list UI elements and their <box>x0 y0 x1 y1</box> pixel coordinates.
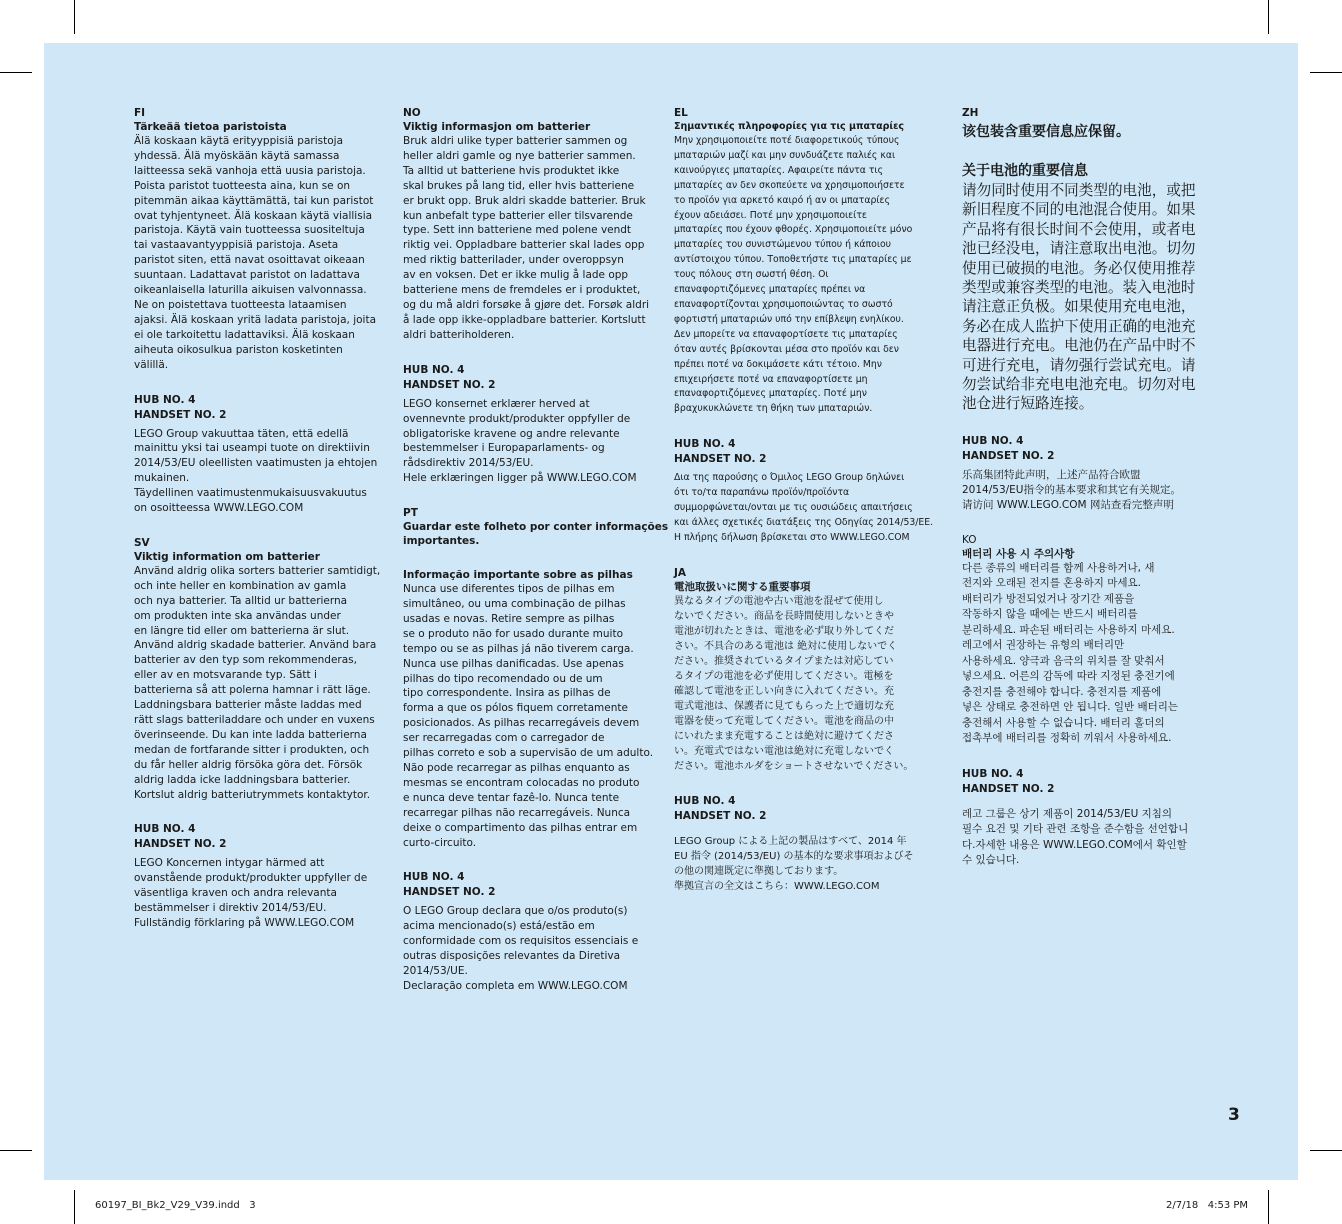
language-code-pt: PT <box>403 507 418 520</box>
handset-label-pt: HANDSET NO. 2 <box>403 886 496 899</box>
language-code-ko: KO <box>962 533 977 546</box>
declaration-text-fi: LEGO Group vakuuttaa täten, että edellä mainittu yksi tai useampi tuote on direktiivin 2014/53/EU oleellisten vaatimusten ja ehtojen mukainen. Täydellinen vaatimustenmukaisuusvakuutus on osoitteessa WWW.LEGO.COM <box>134 427 378 515</box>
language-code-el: EL <box>674 107 688 119</box>
hub-label-zh: HUB NO. 4 <box>962 434 1024 447</box>
language-code-no: NO <box>403 107 421 119</box>
language-code-sv: SV <box>134 536 150 549</box>
hub-label-sv: HUB NO. 4 <box>134 823 196 836</box>
hub-label-ko: HUB NO. 4 <box>962 767 1024 780</box>
hub-label-pt: HUB NO. 4 <box>403 871 465 884</box>
hub-label-ja: HUB NO. 4 <box>674 794 736 807</box>
battery-text-zh: 请勿同时使用不同类型的电池，或把 新旧程度不同的电池混合使用。如果 产品将有很长时间不会使用，或者电 池已经没电，请注意取出电池。切勿 使用已破损的电池。务必仅使用推荐 类型或兼容类型的电池。装入电池时 请注意正负极。如果使用充电电池， 务必在成人监护下使用正确的电池充 电器进行充电。电池仍在产品中时不 可进行充电，请勿强行尝试充电。请 勿尝试给非充电电池充电。切勿对电 池仓进行短路连接。 <box>962 182 1196 413</box>
column-2 <box>403 106 669 994</box>
battery-heading-el: Σημαντικές πληροφορίες για τις μπαταρίες <box>674 121 905 132</box>
battery-heading-ja: 電池取扱いに関する重要事項 <box>674 580 811 593</box>
battery-text-no: Bruk aldri ulike typer batterier sammen og heller aldri gamle og nye batterier sammen. Ta alltid ut batteriene hvis produktet ikke skal brukes på lang tid, eller hvis batteriene er brukt opp. Bruk aldri skadde batterier. Bruk kun anbefalt type batterier eller tilsvarende type. Sett inn batteriene med polene vendt riktig vei. Oppladbare batterier skal lades opp med riktig batterilader, under overoppsyn av en voksen. Det er ikke mulig å lade opp batteriene mens de fremdeles er i produktet, og du må aldri forsøke å gjøre det. Forsøk aldri å lade opp ikke-oppladbare batterier. Kortslutt aldri batteriholderen. <box>403 135 650 341</box>
slug-date-time: 2/7/18 4:53 PM <box>1166 1200 1249 1211</box>
language-code-zh: ZH <box>962 107 979 119</box>
battery-heading-zh: 关于电池的重要信息 <box>962 163 1088 179</box>
page-number: 3 <box>1228 1105 1240 1125</box>
leaflet-notice-zh: 该包装含重要信息应保留。 <box>962 124 1130 140</box>
handset-label-no: HANDSET NO. 2 <box>403 378 496 391</box>
column-3 <box>674 106 954 894</box>
crop-mark-left-top <box>0 72 32 73</box>
declaration-text-pt: O LEGO Group declara que o/os produto(s) acima mencionado(s) está/estão em conformidade com os requisitos essenciais e outras disposições relevantes da Diretiva 2014/53/UE. Declaração completa em WWW.LEGO.COM <box>403 905 639 992</box>
language-code-fi: FI <box>134 107 146 119</box>
crop-mark-bottom-left <box>74 1190 75 1224</box>
declaration-text-zh: 乐高集团特此声明，上述产品符合欧盟 2014/53/EU指令的基本要求和其它有关规定。 请访问 WWW.LEGO.COM 网站查看完整声明 <box>962 468 1181 511</box>
hub-label-no: HUB NO. 4 <box>403 363 465 376</box>
battery-heading-sv: Viktig information om batterier <box>134 550 320 563</box>
battery-text-fi: Älä koskaan käytä erityyppisiä paristoja yhdessä. Älä myöskään käytä samassa laitteessa sekä vanhoja että uusia paristoja. Poista paristot tuotteesta aina, kun se on pitemmän aikaa käyttämättä, tai kun paristot ovat tyhjentyneet. Älä koskaan käytä viallisia paristoja. Käytä vain tuotteessa suositeltuja tai vastaavantyyppisiä paristoja. Aseta paristot siten, että navat osoittavat oikeaan suuntaan. Ladattavat paristot on ladattava oikeanlaisella laturilla aikuisen valvonnassa. Ne on poistettava tuotteesta lataamisen ajaksi. Älä koskaan yritä ladata paristoja, joita ei ole tarkoitettu ladattaviksi. Älä koskaan aiheuta oikosulkua pariston kosketinten välillä. <box>134 135 377 371</box>
handset-label-sv: HANDSET NO. 2 <box>134 838 227 851</box>
column-4 <box>962 106 1252 869</box>
declaration-text-el: Δια της παρούσης ο Όμιλος LEGO Group δηλώνει ότι το/τα παραπάνω προϊόν/προϊόντα συμμορφώνεται/ονται με τις ουσιώδεις απαιτήσεις και άλλες σχετικές διατάξεις της Οδηγίας 2014/53/ΕΕ. Η πλήρης δήλωση βρίσκεται στο WWW.LEGO.COM <box>674 472 934 543</box>
handset-label-ko: HANDSET NO. 2 <box>962 782 1055 795</box>
battery-heading-fi: Tärkeää tietoa paristoista <box>134 121 287 133</box>
battery-text-ja: 異なるタイプの電池や古い電池を混ぜて使用し ないでください。商品を長時間使用しないときや 電池が切れたときは、電池を必ず取り外してくだ さい。不具合のある電池は 絶対に使用しないでく ださい。推奨されているタイプまたは対応してい るタイプの電池を必ず使用してください。電極を 確認して電池を正しい向きに入れてください。充 電式電池は、保護者に見てもらった上で適切な充 電器を使って充電してください。電池を商品の中 にいれたまま充電することは絶対に避けてくださ い。充電式ではない電池は絶対に充電しないでく ださい。電池ホルダをショートさせないでください。 <box>674 595 914 772</box>
hub-label-fi: HUB NO. 4 <box>134 393 196 406</box>
column-1 <box>134 106 396 931</box>
crop-mark-top-left <box>74 0 75 34</box>
crop-mark-right-top <box>1310 72 1342 73</box>
declaration-text-no: LEGO konsernet erklærer herved at ovennevnte produkt/produkter oppfyller de obligatoriske kravene og andre relevante bestemmelser i Europaparlaments- og rådsdirektiv 2014/53/EU. Hele erklæringen ligger på WWW.LEGO.COM <box>403 397 637 485</box>
handset-label-el: HANDSET NO. 2 <box>674 453 767 466</box>
battery-text-sv: Använd aldrig olika sorters batterier samtidigt, och inte heller en kombination av gamla och nya batterier. Ta alltid ur batterierna om produkten inte ska användas under en längre tid eller om batterierna är slut. Använd aldrig skadade batterier. Använd bara batterier av den typ som rekommenderas, eller av en motsvarande typ. Sätt i batterierna så att polerna hamnar i rätt läge. Laddningsbara batterier måste laddas med rätt slags batteriladdare och under en vuxens överinseende. Du kan inte ladda batterierna medan de fortfarande sitter i produkten, och du får heller aldrig försöka göra det. Försök aldrig ladda icke laddningsbara batterier. Kortslut aldrig batteriutrymmets kontaktytor. <box>134 564 381 801</box>
crop-mark-bottom-right <box>1268 1190 1269 1224</box>
battery-heading-no: Viktig informasjon om batterier <box>403 121 591 133</box>
slug-file-name: 60197_BI_Bk2_V29_V39.indd 3 <box>95 1200 256 1211</box>
crop-mark-left-bottom <box>0 1150 32 1151</box>
handset-label-fi: HANDSET NO. 2 <box>134 408 227 421</box>
crop-mark-top-right <box>1268 0 1269 34</box>
battery-text-pt: Nunca use diferentes tipos de pilhas em simultâneo, ou uma combinação de pilhas usadas e novas. Retire sempre as pilhas se o produto não for usado durante muito tempo ou se as pilhas já não tiverem carga. Nunca use pilhas danificadas. Use apenas pilhas do tipo recomendado ou de um tipo correspondente. Insira as pilhas de forma a que os pólos fiquem corretamente posicionados. As pilhas recarregáveis devem ser recarregadas com o carregador de pilhas correto e sob a supervisão de um adulto. Não pode recarregar as pilhas enquanto as mesmas se encontram colocadas no produto e nunca deve tentar fazê-lo. Nunca tente recarregar pilhas não recarregáveis. Nunca deixe o compartimento das pilhas entrar em curto-circuito. <box>403 583 654 849</box>
declaration-text-ko: 레고 그룹은 상기 제품이 2014/53/EU 지침의 필수 요건 및 기타 관련 조항을 준수함을 선언합니 다.자세한 내용은 WWW.LEGO.COM에서 확인할 수 있습니다. <box>962 807 1189 867</box>
declaration-text-sv: LEGO Koncernen intygar härmed att ovanstående produkt/produkter uppfyller de väsentliga kraven och andra relevanta bestämmelser i direktiv 2014/53/EU. Fullständig förklaring på WWW.LEGO.COM <box>134 857 368 930</box>
battery-text-ko: 다른 종류의 배터리를 함께 사용하거나, 새 전지와 오래된 전지를 혼용하지 마세요. 배터리가 방전되었거나 장기간 제품을 작동하지 않을 때에는 반드시 배터리를 분리하세요. 파손된 배터리는 사용하지 마세요. 레고에서 권장하는 유형의 배터리만 사용하세요. 양극과 음극의 위치를 잘 맞춰서 넣으세요. 어른의 감독에 따라 지정된 충전기에 충전지를 충전해야 합니다. 충전지를 제품에 넣은 상태로 충전하면 안 됩니다. 일반 배터리는 충전해서 사용할 수 없습니다. 배터리 홀더의 접촉부에 배터리를 정확히 끼워서 사용하세요. <box>962 561 1179 745</box>
handset-label-zh: HANDSET NO. 2 <box>962 449 1055 462</box>
language-code-ja: JA <box>674 566 687 579</box>
declaration-text-ja: LEGO Group による上記の製品はすべて、2014 年 EU 指令 (2014/53/EU) の基本的な要求事項およびそ の他の関連既定に準拠しております。 準拠宣言の全文はこちら：WWW.LEGO.COM <box>674 835 914 892</box>
handset-label-ja: HANDSET NO. 2 <box>674 809 767 822</box>
page-panel <box>44 43 1298 1180</box>
battery-text-el: Μην χρησιμοποιείτε ποτέ διαφορετικούς τύπους μπαταριών μαζί και μην συνδυάζετε παλιές και καινούργιες μπαταρίες. Αφαιρείτε πάντα τις μπαταρίες αν δεν σκοπεύετε να χρησιμοποιήσετε το προϊόν για αρκετό καιρό ή αν οι μπαταρίες έχουν αδειάσει. Ποτέ μην χρησιμοποιείτε μπαταρίες που έχουν φθορές. Χρησιμοποιείτε μόνο μπαταρίες του συνιστώμενου τύπου ή κάποιου αντίστοιχου τύπου. Τοποθετήστε τις μπαταρίες με τους πόλους στη σωστή θέση. Οι επαναφορτιζόμενες μπαταρίες πρέπει να επαναφορτίζονται χρησιμοποιώντας το σωστό φορτιστή μπαταριών υπό την επίβλεψη ενηλίκου. Δεν μπορείτε να επαναφορτίσετε τις μπαταρίες όταν αυτές βρίσκονται μέσα στο προϊόν και δεν πρέπει ποτέ να δοκιμάσετε κάτι τέτοιο. Μην επιχειρήσετε ποτέ να επαναφορτίσετε μη επαναφορτιζόμενες μπαταρίες. Ποτέ μην βραχυκυκλώνετε τη θήκη των μπαταριών. <box>674 135 913 415</box>
battery-heading-ko: 배터리 사용 시 주의사항 <box>962 547 1075 560</box>
crop-mark-right-bottom <box>1310 1150 1342 1151</box>
leaflet-notice-pt: Guardar este folheto por conter informações importantes. <box>403 521 669 548</box>
hub-label-el: HUB NO. 4 <box>674 438 736 451</box>
battery-heading-pt: Informação importante sobre as pilhas <box>403 569 633 582</box>
